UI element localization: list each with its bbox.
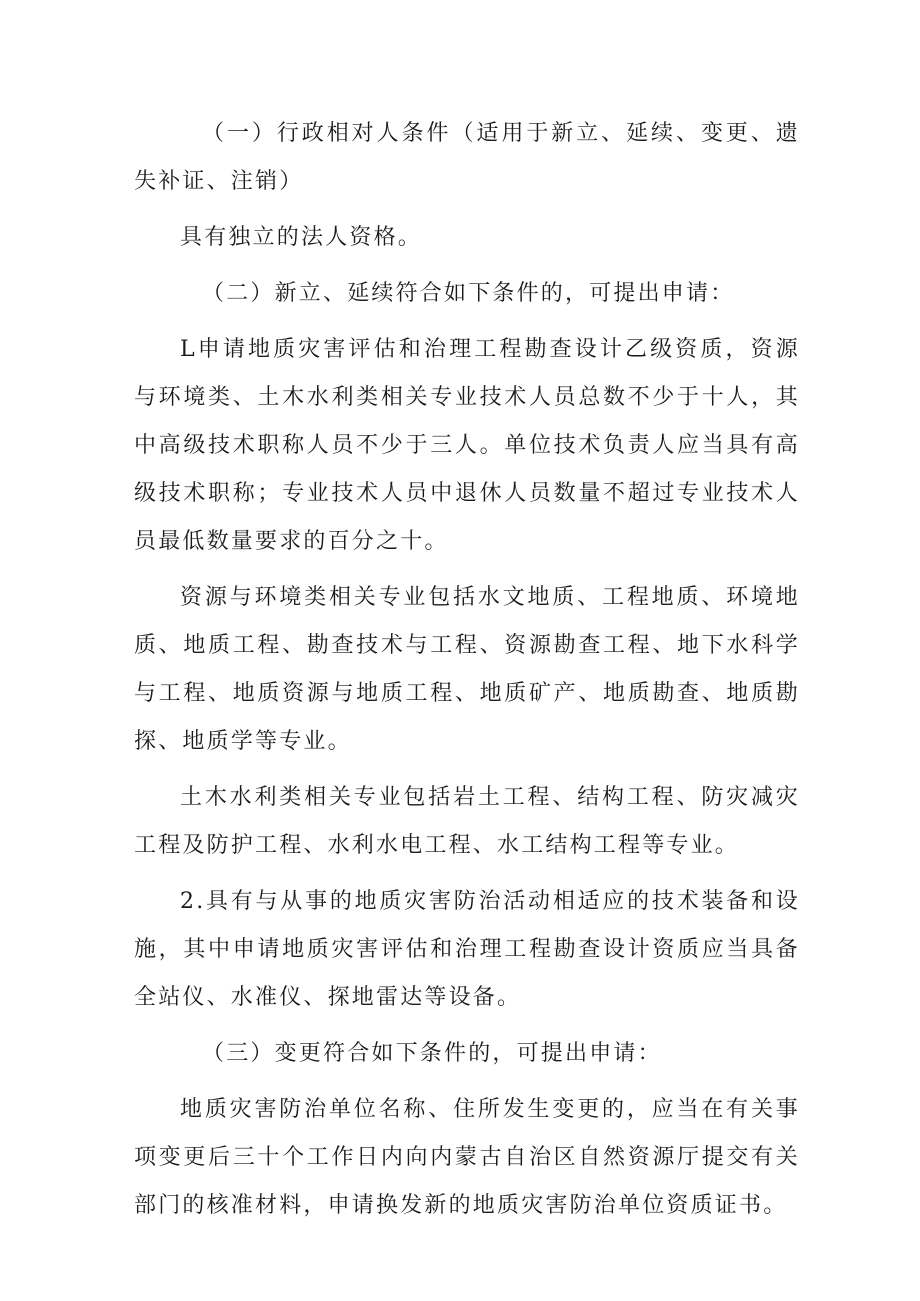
- paragraph-legal-person: 具有独立的法人资格。: [180, 225, 423, 250]
- paragraph-resource-environment-majors: 资源与环境类相关专业包括水文地质、工程地质、环境地质、地质工程、勘查技术与工程、资源勘查工程、地下水科学与工程、地质资源与地质工程、地质矿产、地质勘查、地质勘探、地质学等专业。: [134, 585, 800, 754]
- paragraph-change-procedure: 地质灾害防治单位名称、住所发生变更的，应当在有关事项变更后三十个工作日内向内蒙古自治区自然资源厅提交有关部门的核准材料，申请换发新的地质灾害防治单位资质证书。: [134, 1097, 800, 1218]
- heading-change-conditions: （三）变更符合如下条件的，可提出申请：: [202, 1041, 662, 1066]
- heading-applicant-conditions: （一）行政相对人条件（适用于新立、延续、变更、遗失补证、注销）: [134, 121, 800, 194]
- paragraph-equipment-requirements: 2.具有与从事的地质灾害防治活动相适应的技术装备和设施，其中申请地质灾害评估和治理工程勘查设计资质应当具备全站仪、水准仪、探地雷达等设备。: [134, 889, 800, 1010]
- paragraph-civil-water-majors: 土木水利类相关专业包括岩土工程、结构工程、防灾减灾工程及防护工程、水利水电工程、水工结构工程等专业。: [134, 785, 800, 858]
- heading-new-renewal-conditions: （二）新立、延续符合如下条件的，可提出申请：: [202, 281, 735, 306]
- paragraph-staff-requirements: L申请地质灾害评估和治理工程勘查设计乙级资质，资源与环境类、土木水利类相关专业技术人员总数不少于十人，其中高级技术职称人员不少于三人。单位技术负责人应当具有高级技术职称；专业技术人员中退休人员数量不超过专业技术人员最低数量要求的百分之十。: [134, 337, 800, 554]
